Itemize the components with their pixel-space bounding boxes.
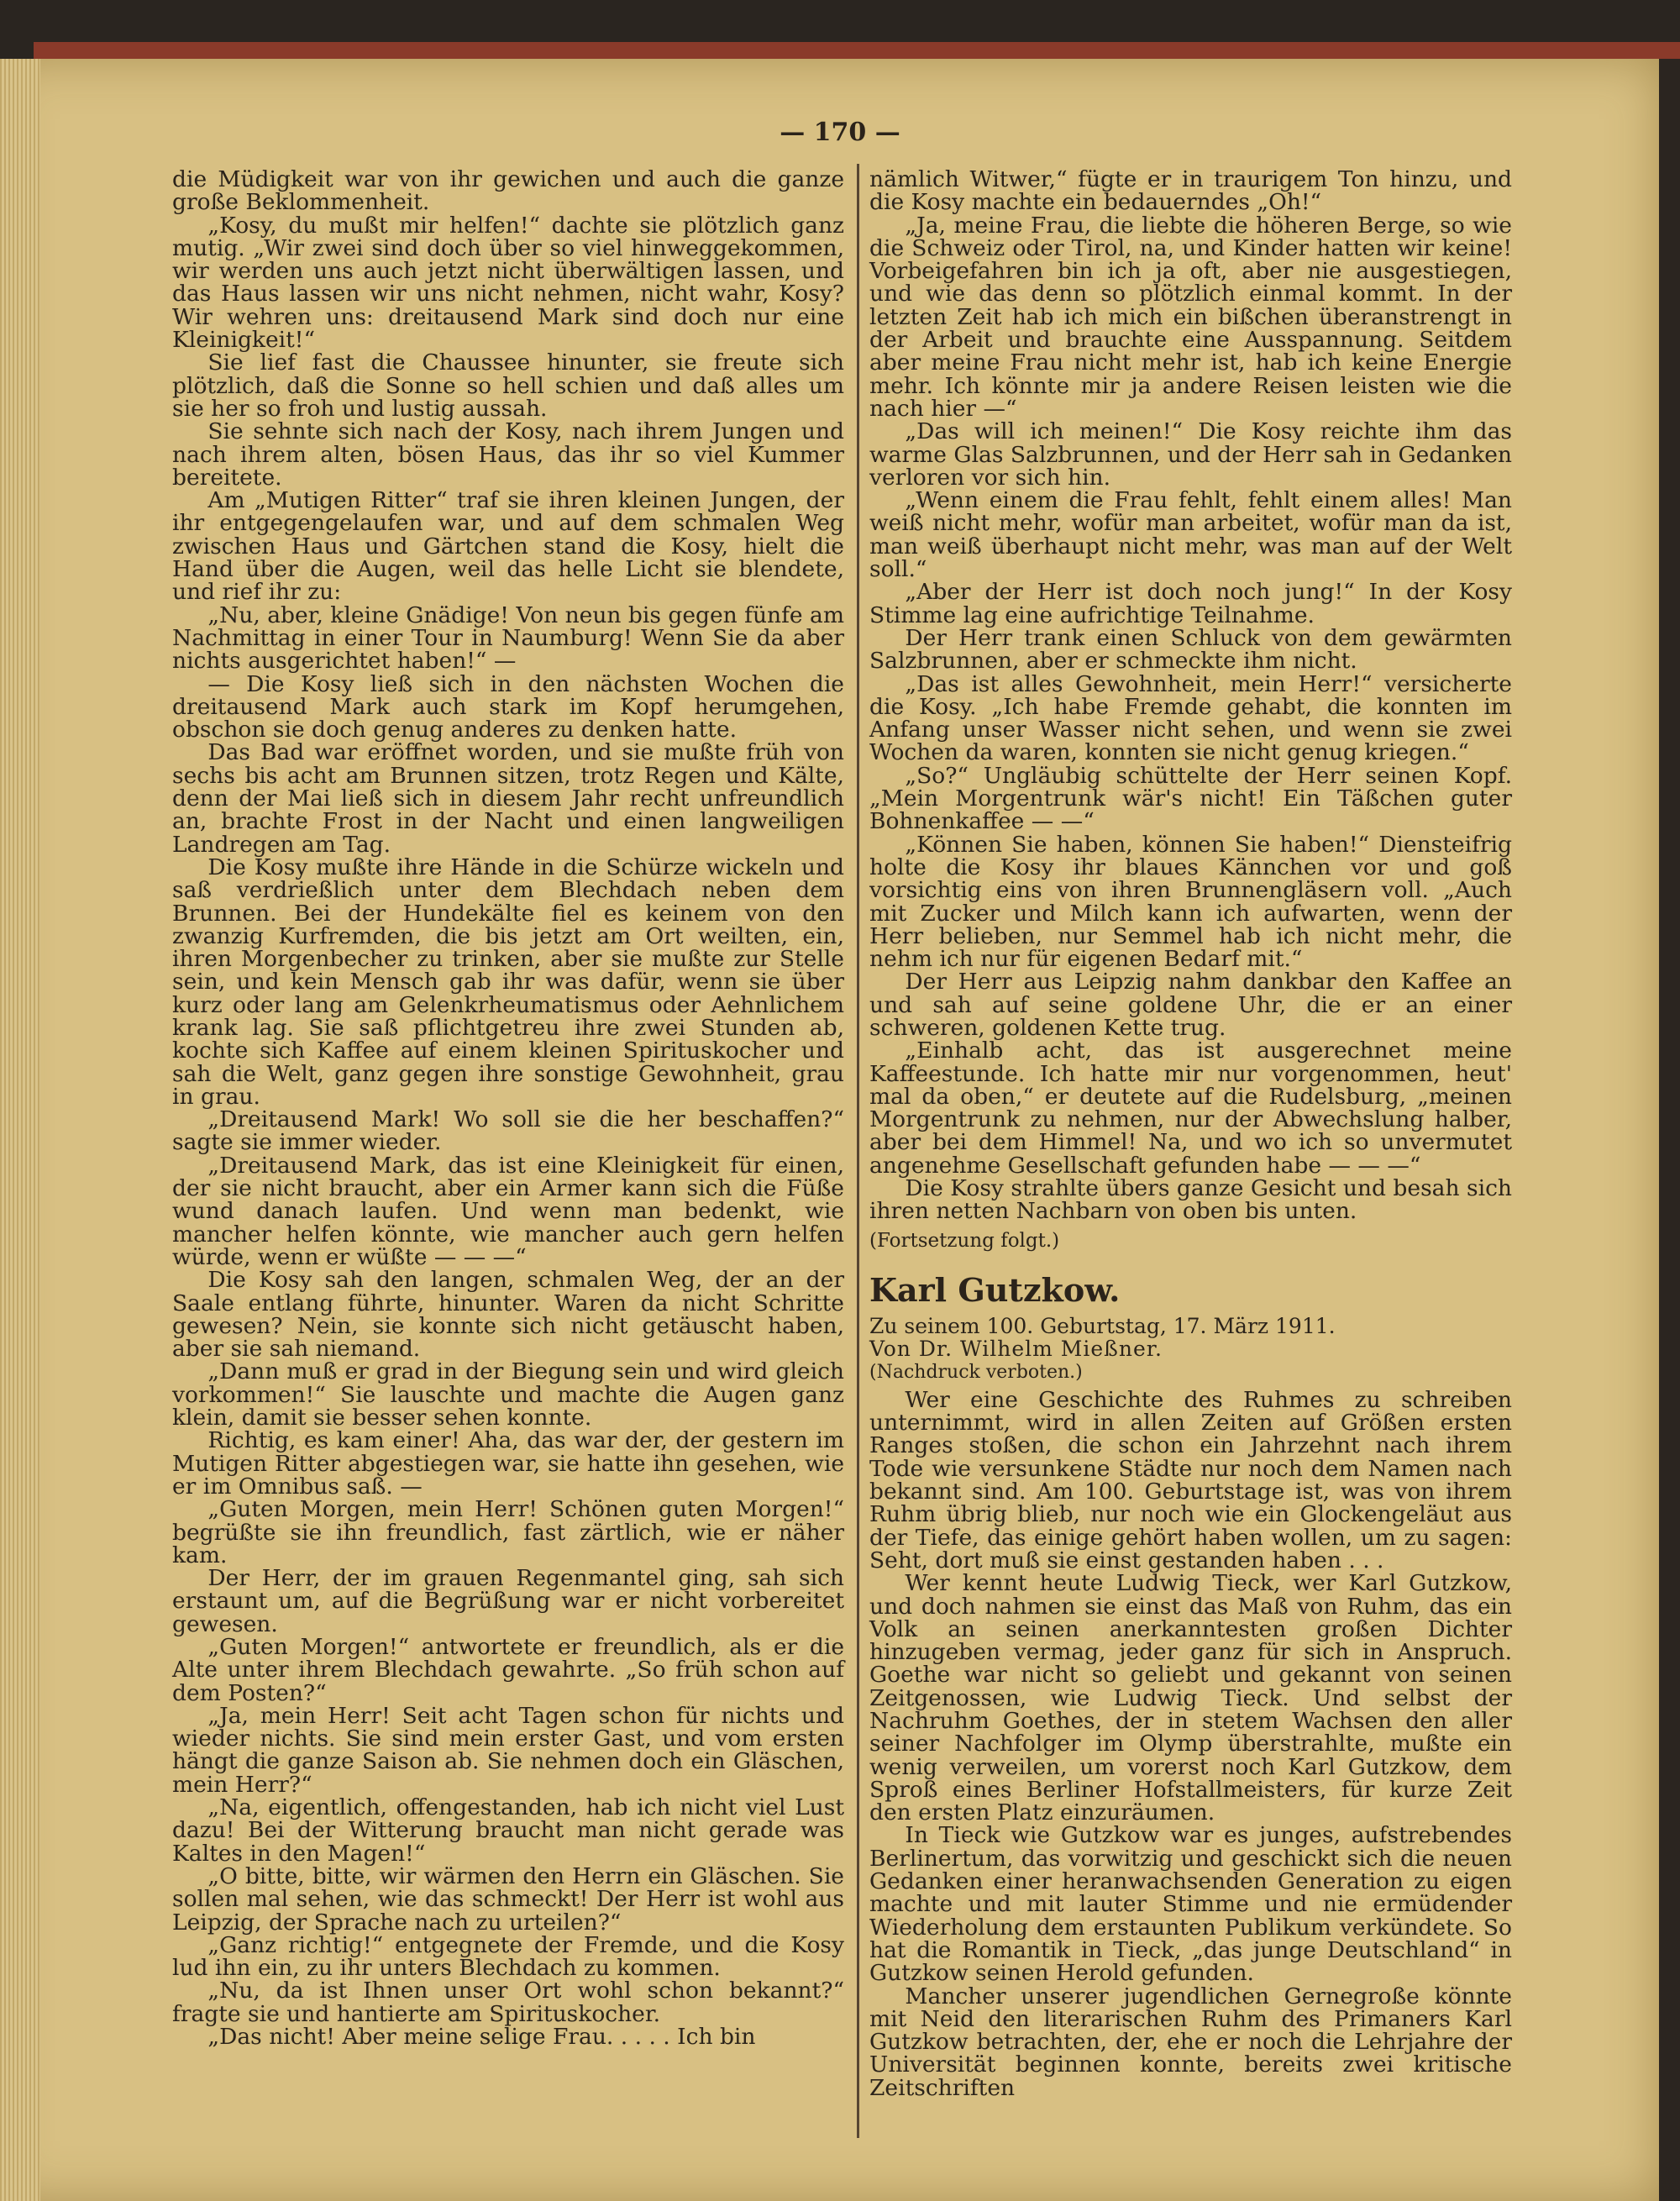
paragraph: Der Herr trank einen Schluck von dem gewärmten Salzbrunnen, aber er schmeckte ihm nicht. bbox=[869, 624, 1512, 675]
paragraph: In Tieck wie Gutzkow war es junges, aufstrebendes Berlinertum, das vorwitzig und geschickt sich die neuen Gedanken einer heranwachsenden Generation zu eigen machte und mit lauter Stimme und nie ermüdender Wiederholung dem erstaunten Publikum verkündete. So hat die Romantik in Tieck, „das junge Deutschland“ in Gutzkow seinen Herold gefunden. bbox=[869, 1822, 1512, 1987]
paragraph: „Nu, da ist Ihnen unser Ort wohl schon bekannt?“ fragte sie und hantierte am Spirituskocher. bbox=[172, 1978, 844, 2027]
paragraph: Sie lief fast die Chaussee hinunter, sie freute sich plötzlich, daß die Sonne so hell schien und daß alles um sie her so froh und lustig aussah. bbox=[172, 349, 844, 422]
paragraph: „Guten Morgen!“ antwortete er freundlich, als er die Alte unter ihrem Blechdach gewahrte. „So früh schon auf dem Posten?“ bbox=[172, 1634, 844, 1706]
paragraph: „Wenn einem die Frau fehlt, fehlt einem alles! Man weiß nicht mehr, wofür man arbeitet, wofür man da ist, man weiß überhaupt nicht mehr, was man auf der Welt soll.“ bbox=[869, 487, 1512, 583]
column-rule bbox=[857, 164, 859, 2138]
continuation-note: (Fortsetzung folgt.) bbox=[869, 1229, 1060, 1252]
paragraph: Die Kosy mußte ihre Hände in die Schürze wickeln und saß verdrießlich unter dem Blechdach neben dem Brunnen. Bei der Hundekälte fiel es keinem von den zwanzig Kurfremden, die bis jetzt am Ort weilten, ein, ihren Morgenbecher zu trinken, aber sie mußte zur Stelle sein, und kein Mensch gab ihr was dafür, wenn sie über kurz oder lang am Gelenkrheumatismus oder Aehnlichem krank lag. Sie saß pflichtgetreu ihre zwei Stunden ab, kochte sich Kaffee auf einem kleinen Spirituskocher und sah die Welt, ganz gegen ihre sonstige Gewohnheit, grau in grau. bbox=[172, 854, 844, 1110]
paragraph: „Können Sie haben, können Sie haben!“ Diensteifrig holte die Kosy ihr blaues Kännchen vor und goß vorsichtig eins von ihren Brunnengläsern voll. „Auch mit Zucker und Milch kann ich aufwarten, wenn der Herr belieben, nur Semmel hab ich nicht mehr, die nehm ich nur für eigenen Bedarf mit.“ bbox=[869, 831, 1512, 973]
right-edge bbox=[1659, 59, 1680, 2201]
paragraph: „O bitte, bitte, wir wärmen den Herrn ein Gläschen. Sie sollen mal sehen, wie das schmeckt! Der Herr ist wohl aus Leipzig, der Sprache nach zu urteilen?“ bbox=[172, 1862, 844, 1936]
paragraph: Wer eine Geschichte des Ruhmes zu schreiben unternimmt, wird in allen Zeiten auf Größen ersten Ranges stoßen, die schon ein Jahrzehnt nach ihrem Tode wie versunkene Städte nur noch dem Namen nach bekannt sind. Am 100. Geburtstage ist, was von ihrem Ruhm übrig blieb, nur noch wie ein Glockengeläut aus der Tiefe, das einige gehört haben wollen, um zu sagen: Seht, dort muß sie einst gestanden haben . . . bbox=[869, 1386, 1512, 1573]
paragraph: „Das nicht! Aber meine selige Frau. . . . . Ich bin bbox=[207, 2024, 756, 2051]
paragraph: „Einhalb acht, das ist ausgerechnet meine Kaffeestunde. Ich hatte mir nur vorgenommen, heut' mal da oben,“ er deutete auf die Rudelsburg, „meinen Morgentrunk zu nehmen, nur der Abwechslung halber, aber bei dem Himmel! Na, und wo ich so unvermutet angenehme Gesellschaft gefunden habe — — —“ bbox=[869, 1037, 1512, 1179]
paragraph: „Ja, meine Frau, die liebte die höheren Berge, so wie die Schweiz oder Tirol, na, und Kinder hatten wir keine! Vorbeigefahren bin ich ja oft, aber nie ausgestiegen, und wie das denn so plötzlich einmal kommt. In der letzten Zeit hab ich mich ein bißchen überanstrengt in der Arbeit und brauchte eine Ausspannung. Seitdem aber meine Frau nicht mehr ist, hab ich keine Energie mehr. Ich könnte mir ja andere Reisen leisten wie die nach hier —“ bbox=[869, 212, 1512, 422]
paragraph: — Die Kosy ließ sich in den nächsten Wochen die dreitausend Mark auch stark im Kopf herumgehen, obschon sie doch genug anderes zu denken hatte. bbox=[172, 670, 844, 743]
paragraph: „Dreitausend Mark, das ist eine Kleinigkeit für einen, der sie nicht braucht, aber ein Armer kann sich die Füße wund danach laufen. Und wenn man bedenkt, wie mancher helfen könnte, wie mancher auch gern helfen würde, wenn er wüßte — — —“ bbox=[172, 1152, 844, 1270]
paragraph: die Müdigkeit war von ihr gewichen und auch die ganze große Beklommenheit. bbox=[172, 166, 844, 216]
paragraph: „Guten Morgen, mein Herr! Schönen guten Morgen!“ begrüßte sie ihn freundlich, fast zärtlich, wie er näher kam. bbox=[172, 1496, 844, 1568]
paragraph: „Aber der Herr ist doch noch jung!“ In der Kosy Stimme lag eine aufrichtige Teilnahme. bbox=[869, 579, 1512, 628]
paragraph: Der Herr aus Leipzig nahm dankbar den Kaffee an und sah auf seine goldene Uhr, die er an einer schweren, goldenen Kette trug. bbox=[869, 969, 1512, 1041]
paragraph: „Kosy, du mußt mir helfen!“ dachte sie plötzlich ganz mutig. „Wir zwei sind doch über so viel hinweggekommen, wir werden uns auch jetzt nicht überwältigen lassen, und das Haus lassen wir uns nicht nehmen, nicht wahr, Kosy? Wir wehren uns: dreitausend Mark sind doch nur eine Kleinigkeit!“ bbox=[172, 212, 844, 354]
paragraph: Mancher unserer jugendlichen Gernegroße könnte mit Neid den literarischen Ruhm des Primaners Karl Gutzkow betrachten, der, ehe er noch die Lehrjahre der Universität beginnen konnte, bereits zwei kritische Zeitschriften bbox=[869, 1983, 1512, 2101]
article-subtitle: Zu seinem 100. Geburtstag, 17. März 1911. bbox=[869, 1313, 1336, 1338]
paragraph: Richtig, es kam einer! Aha, das war der, der gestern im Mutigen Ritter abgestiegen war, sie hatte ihn gesehen, wie er im Omnibus saß. — bbox=[172, 1427, 844, 1500]
paragraph: Die Kosy strahlte übers ganze Gesicht und besah sich ihren netten Nachbarn von oben bis unten. bbox=[869, 1175, 1512, 1225]
paragraph: Wer kennt heute Ludwig Tieck, wer Karl Gutzkow, und doch nahmen sie einst das Maß von Ruhm, das ein Volk an seinen anerkanntesten großen Dichter hinzugeben vermag, jeder ganz für sich in Anspruch. Goethe war nicht so geliebt und gekannt von seinen Zeitgenossen, wie Ludwig Tieck. Und selbst der Nachruhm Goethes, der in stetem Wachsen den aller seiner Nachfolger im Olymp überstrahlte, mußte ein wenig verweilen, um vorerst noch Karl Gutzkow, dem Sproß eines Berliner Hofstallmeisters, für kurze Zeit den ersten Platz einzuräumen. bbox=[869, 1570, 1512, 1826]
paragraph: „Na, eigentlich, offengestanden, hab ich nicht viel Lust dazu! Bei der Witterung braucht man nicht gerade was Kaltes in den Magen!“ bbox=[172, 1794, 844, 1867]
top-edge bbox=[0, 0, 1680, 63]
paragraph: „Dann muß er grad in der Biegung sein und wird gleich vorkommen!“ Sie lauschte und machte die Augen ganz klein, damit sie besser sehen konnte. bbox=[172, 1358, 844, 1431]
paragraph: „Ja, mein Herr! Seit acht Tagen schon für nichts und wieder nichts. Sie sind mein erster Gast, und vom ersten hängt die ganze Saison ab. Sie nehmen doch ein Gläschen, mein Herr?“ bbox=[172, 1702, 844, 1798]
reprint-note: (Nachdruck verboten.) bbox=[869, 1361, 1083, 1383]
paragraph: „So?“ Ungläubig schüttelte der Herr seinen Kopf. „Mein Morgentrunk wär's nicht! Ein Täßchen guter Bohnenkaffee — —“ bbox=[869, 762, 1512, 835]
right-column bbox=[869, 168, 1512, 2099]
paragraph: Am „Mutigen Ritter“ traf sie ihren kleinen Jungen, der ihr entgegengelaufen war, und auf dem schmalen Weg zwischen Haus und Gärtchen stand die Kosy, hielt die Hand über die Augen, weil das helle Licht sie blendete, und rief ihr zu: bbox=[172, 487, 844, 606]
paragraph: „Dreitausend Mark! Wo soll sie die her beschaffen?“ sagte sie immer wieder. bbox=[172, 1106, 844, 1156]
page-number: — 170 — bbox=[780, 118, 900, 147]
page-edge bbox=[0, 59, 40, 2201]
paragraph: Sie sehnte sich nach der Kosy, nach ihrem Jungen und nach ihrem alten, bösen Haus, das ihr so viel Kummer bereitete. bbox=[172, 418, 844, 491]
paragraph: Der Herr, der im grauen Regenmantel ging, sah sich erstaunt um, auf die Begrüßung war er nicht vorbereitet gewesen. bbox=[172, 1565, 844, 1637]
article-title: Karl Gutzkow. bbox=[869, 1270, 1121, 1309]
binding-band bbox=[34, 42, 1680, 60]
paragraph: Die Kosy sah den langen, schmalen Weg, der an der Saale entlang führte, hinunter. Waren da nicht Schritte gewesen? Nein, sie konnte sich nicht getäuscht haben, aber sie sah niemand. bbox=[172, 1267, 844, 1363]
left-column bbox=[172, 166, 844, 2051]
paragraph: nämlich Witwer,“ fügte er in traurigem Ton hinzu, und die Kosy machte ein bedauerndes „Oh!“ bbox=[869, 166, 1512, 216]
paragraph: „Das will ich meinen!“ Die Kosy reichte ihm das warme Glas Salzbrunnen, und der Herr sah in Gedanken verloren vor sich hin. bbox=[869, 418, 1512, 491]
paragraph: „Nu, aber, kleine Gnädige! Von neun bis gegen fünfe am Nachmittag in einer Tour in Naumburg! Wenn Sie da aber nichts ausgerichtet haben!“ — bbox=[172, 601, 844, 675]
article-author: Von Dr. Wilhelm Mießner. bbox=[869, 1337, 1163, 1362]
paragraph: Das Bad war eröffnet worden, und sie mußte früh von sechs bis acht am Brunnen sitzen, trotz Regen und Kälte, denn der Mai ließ sich in diesem Jahr recht unfreundlich an, brachte Frost in der Nacht und einen langweiligen Landregen am Tag. bbox=[172, 739, 844, 858]
paragraph: „Das ist alles Gewohnheit, mein Herr!“ versicherte die Kosy. „Ich habe Fremde gehabt, die konnten im Anfang unser Wasser nicht sehen, und wenn sie zwei Wochen da waren, konnten sie nicht genug kriegen.“ bbox=[869, 670, 1512, 766]
paragraph: „Ganz richtig!“ entgegnete der Fremde, und die Kosy lud ihn ein, zu ihr unters Blechdach zu kommen. bbox=[172, 1931, 844, 1982]
